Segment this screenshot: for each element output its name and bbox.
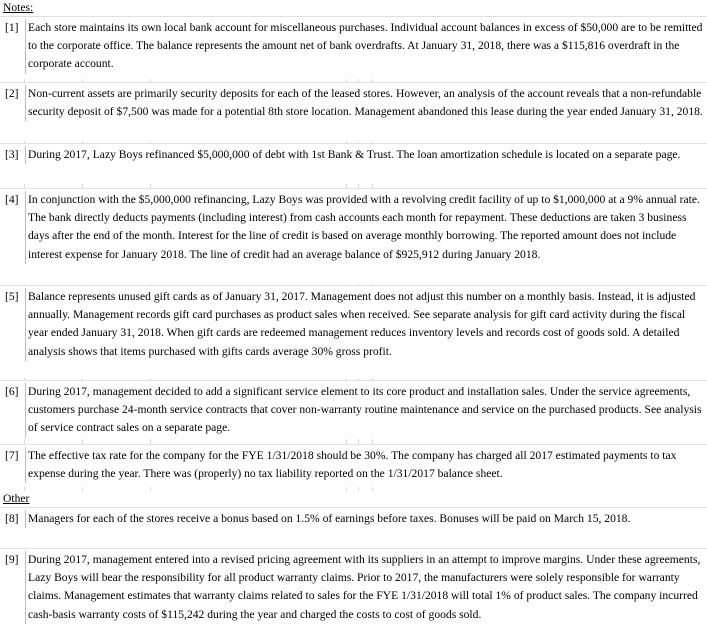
- note-text: During 2017, management decided to add a significant service element to its core product and installation sales. Under the service agreements, customers purchase 24-month service contracts that cover non-warranty routine maintenance and service on the purchased products. See analysis of service contract sales on a separate page.: [25, 383, 703, 438]
- note-text: Balance represents unused gift cards as of January 31, 2017. Management does not adjust this number on a monthly basis. Instead, it is adjusted annually. Management records gift card purchases as product sales when received. See separate analysis for gift card activity during the fiscal year ended January 31, 2018. When gift cards are redeemed management reduces inventory levels and records cost of goods sold. A detailed analysis shows that items purchased with gifts cards average 30% gross profit.: [25, 288, 703, 361]
- note-text: In conjunction with the $5,000,000 refinancing, Lazy Boys was provided with a revolving credit facility of up to $1,000,000 at a 9% annual rate. The bank directly deducts payments (including interest) from cash accounts each month for repayment. These deductions are taken 3 business days after the end of the month. Interest for the line of credit is based on average monthly borrowing. The reported amount does not include interest expense for January 2018. The line of credit had an average balance of $925,912 during January 2018.: [25, 191, 703, 264]
- note-item-2: [0, 82, 707, 141]
- note-item-5: [0, 285, 707, 378]
- note-number: [5]: [5, 290, 19, 303]
- note-item-9: [0, 548, 707, 642]
- note-number: [3]: [5, 148, 19, 161]
- note-text: Each store maintains its own local bank account for miscellaneous purchases. Individual account balances in excess of $50,000 are to be remitted to the corporate office. The balance represents the amount net of bank overdrafts. At January 31, 2018, there was a $115,816 overdraft in the corporate account.: [25, 19, 703, 74]
- note-item-4: [0, 188, 707, 284]
- note-text: Non-current assets are primarily security deposits for each of the leased stores. However, an analysis of the account reveals that a non-refundable security deposit of $7,500 was made for a potential 8th store location. Management abandoned this lease during the year ended January 31, 2018.: [25, 85, 703, 121]
- note-item-8: [0, 507, 707, 548]
- note-number: [7]: [5, 449, 19, 462]
- note-number: [6]: [5, 385, 19, 398]
- note-number: [1]: [5, 21, 19, 34]
- notes-heading: Notes:: [0, 0, 707, 16]
- other-heading: Other: [0, 491, 707, 507]
- note-number: [4]: [5, 193, 19, 206]
- note-item-1: [0, 16, 707, 79]
- note-item-6: [0, 380, 707, 439]
- note-item-3: [0, 143, 707, 184]
- note-number: [9]: [5, 553, 19, 566]
- note-text: During 2017, Lazy Boys refinanced $5,000,000 of debt with 1st Bank & Trust. The loan amortization schedule is located on a separate page.: [25, 146, 703, 164]
- note-number: [2]: [5, 87, 19, 100]
- note-text: The effective tax rate for the company for the FYE 1/31/2018 should be 30%. The company has charged all 2017 estimated payments to tax expense during the year. There was (properly) no tax liability reported on the 1/31/2017 balance sheet.: [25, 447, 703, 483]
- note-number: [8]: [5, 512, 19, 525]
- note-text: During 2017, management entered into a revised pricing agreement with its suppliers in an attempt to improve margins. Under these agreements, Lazy Boys will bear the responsibility for all product warranty claims. Prior to 2017, the manufacturers were solely responsible for warranty claims. Management estimates that warranty claims related to sales for the FYE 1/31/2018 will total 1% of product sales. The company incurred cash-basis warranty costs of $115,242 during the year and charged the costs to cost of goods sold.: [25, 551, 703, 624]
- note-text: Managers for each of the stores receive a bonus based on 1.5% of earnings before taxes. Bonuses will be paid on March 15, 2018.: [25, 510, 703, 528]
- note-item-7: [0, 444, 707, 487]
